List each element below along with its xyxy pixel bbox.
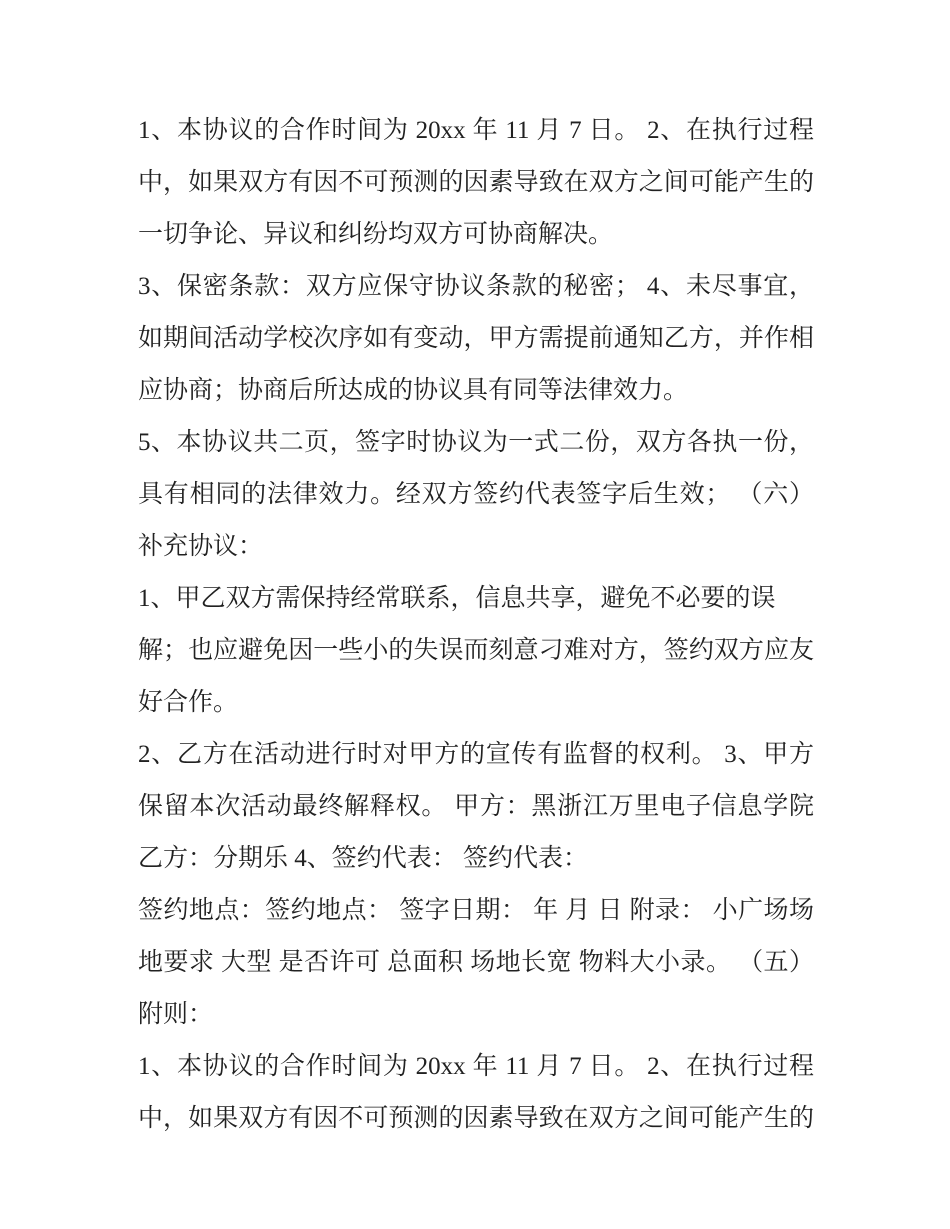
doc-line: 中，如果双方有因不可预测的因素导致在双方之间可能产生的 [138,169,814,196]
doc-line: 保留本次活动最终解释权。 甲方：黑浙江万里电子信息学院 [138,793,814,820]
doc-line: 签约地点：签约地点： 签字日期： 年 月 日 附录： 小广场场 [138,897,814,924]
doc-line: 具有相同的法律效力。经双方签约代表签字后生效； （六） [138,481,814,508]
doc-line-section-heading: 补充协议： [138,533,264,560]
doc-line: 如期间活动学校次序如有变动，甲方需提前通知乙方，并作相 [138,325,814,352]
doc-line: 一切争论、异议和纠纷均双方可协商解决。 [138,221,614,248]
doc-line: 应协商；协商后所达成的协议具有同等法律效力。 [138,377,689,404]
doc-line: 1、本协议的合作时间为 20xx 年 11 月 7 日。 2、在执行过程 [138,1053,814,1080]
doc-line: 1、本协议的合作时间为 20xx 年 11 月 7 日。 2、在执行过程 [138,117,814,144]
doc-line: 2、乙方在活动进行时对甲方的宣传有监督的权利。 3、甲方 [138,741,814,768]
doc-line: 1、甲乙双方需保持经常联系，信息共享，避免不必要的误 [138,585,776,612]
doc-line-section-heading: 附则： [138,1001,214,1028]
doc-line: 3、保密条款：双方应保守协议条款的秘密； 4、未尽事宜， [138,273,814,300]
document-text-block [138,105,814,1145]
doc-line: 地要求 大型 是否许可 总面积 场地长宽 物料大小录。 （五） [138,949,814,976]
doc-line: 解；也应避免因一些小的失误而刻意刁难对方，签约双方应友 [138,637,814,664]
doc-line: 中，如果双方有因不可预测的因素导致在双方之间可能产生的 [138,1105,814,1132]
doc-line: 乙方：分期乐 4、签约代表： 签约代表： [138,845,589,872]
doc-line: 5、本协议共二页，签字时协议为一式二份，双方各执一份， [138,429,814,456]
doc-line: 好合作。 [138,689,239,716]
